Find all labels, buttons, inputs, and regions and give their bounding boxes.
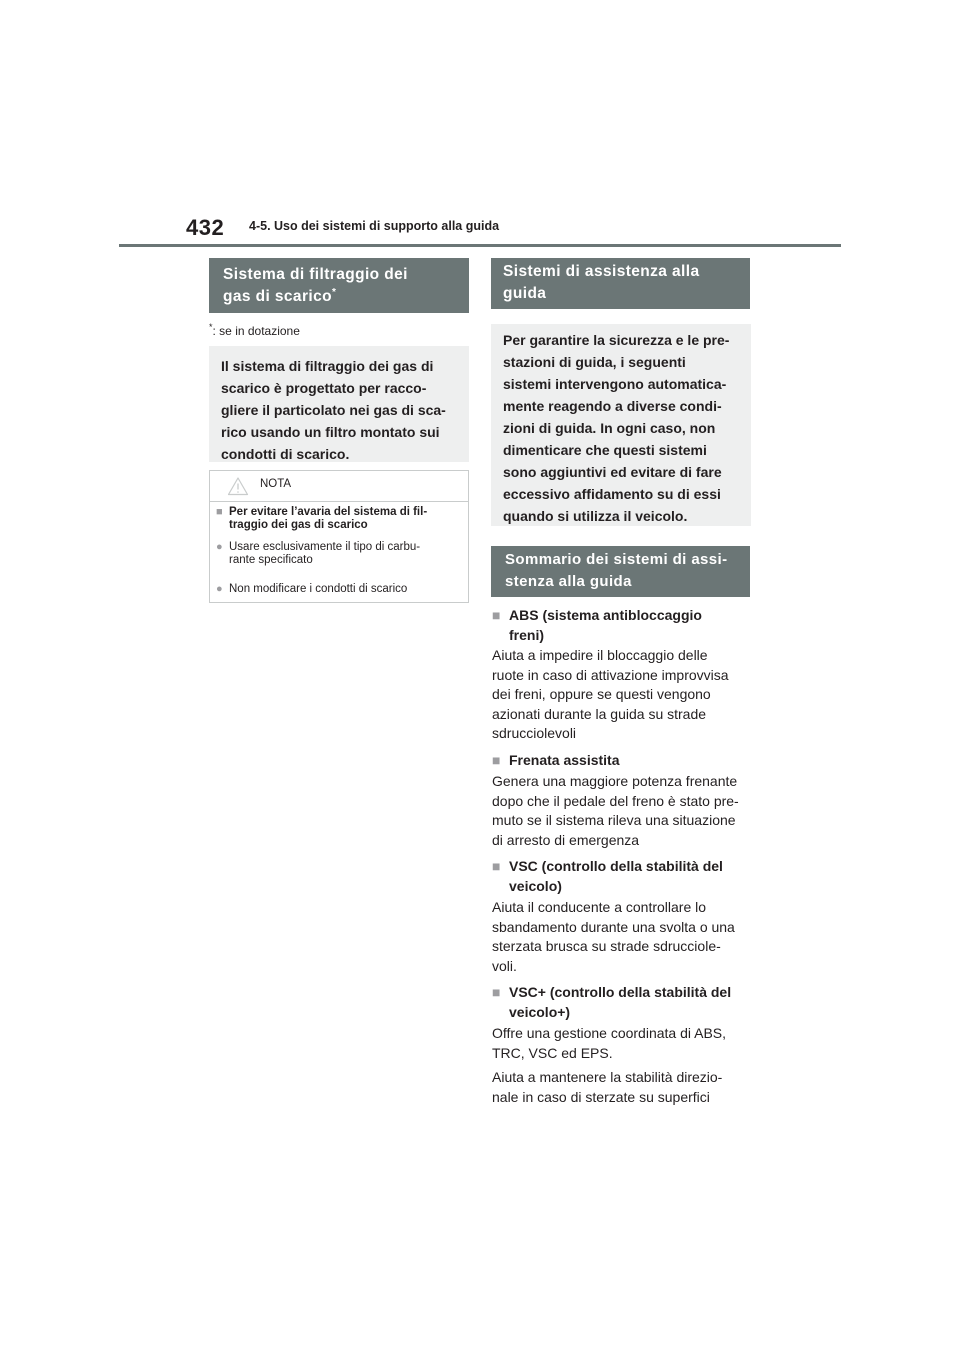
system-title-text: ABS (sistema antibloccaggio freni) — [509, 607, 702, 643]
system-description-continued: Aiuta a mantenere la stabilità direzio- nale in caso di sterzate su superfici — [492, 1069, 723, 1105]
intro-line: gliere il particolato nei gas di sca- — [221, 402, 446, 418]
intro-line: dimenticare che questi sistemi — [503, 442, 707, 458]
nota-item-text: Non modificare i condotti di scarico — [229, 583, 408, 595]
system-title-abs — [492, 605, 752, 645]
system-title-vsc-plus — [492, 982, 752, 1022]
system-description-vsc: Aiuta il conducente a controllare lo sbandamento durante una svolta o una sterzata brusca su strade sdrucciole- voli. — [492, 899, 735, 974]
nota-header — [210, 471, 468, 502]
system-title-text: VSC (controllo della stabilità del veicolo) — [509, 858, 723, 894]
nota-item — [216, 506, 462, 532]
warning-icon — [227, 476, 249, 496]
square-bullet-icon: ■ — [492, 607, 501, 623]
intro-line: mente reagendo a diverse condi- — [503, 398, 722, 414]
square-bullet-icon: ■ — [492, 984, 501, 1000]
intro-line: stazioni di guida, i seguenti — [503, 354, 686, 370]
nota-item — [216, 541, 462, 567]
heading-footnote-mark: * — [331, 286, 337, 298]
square-bullet-icon: ■ — [492, 858, 501, 874]
system-title-text: Frenata assistita — [509, 752, 620, 768]
section-title: 4-5. Uso dei sistemi di supporto alla guida — [249, 219, 500, 233]
system-title-text: VSC+ (controllo della stabilità del veicolo+) — [509, 984, 732, 1020]
nota-label: NOTA — [260, 478, 292, 490]
square-bullet-icon: ■ — [216, 506, 223, 518]
system-description-abs: Aiuta a impedire il bloccaggio delle ruote in caso di attivazione improvvisa dei freni, oppure se questi vengono azionati durante la guida su strade sdrucciolevoli — [492, 647, 729, 741]
intro-line: condotti di scarico. — [221, 446, 350, 462]
exhaust-filter-intro — [209, 346, 469, 462]
circle-bullet-icon: ● — [216, 583, 223, 595]
nota-item-text: Per evitare l’avaria del sistema di fil- traggio dei gas di scarico — [229, 506, 428, 531]
intro-line: Per garantire la sicurezza e le pre- — [503, 332, 730, 348]
intro-line: eccessivo affidamento su di essi — [503, 486, 721, 502]
header-rule — [119, 244, 841, 247]
system-title-brake-assist — [492, 750, 752, 770]
exhaust-filter-heading-line1: Sistema di filtraggio dei — [223, 266, 408, 283]
assistance-systems-heading — [491, 258, 750, 309]
intro-line: zioni di guida. In ogni caso, non — [503, 420, 716, 436]
page-number: 432 — [186, 215, 225, 240]
intro-line: sistemi intervengono automatica- — [503, 376, 727, 392]
square-bullet-icon: ■ — [492, 752, 501, 768]
nota-item — [216, 583, 462, 596]
circle-bullet-icon: ● — [216, 541, 223, 553]
summary-heading — [491, 546, 750, 597]
summary-heading-text: Sommario dei sistemi di assi- stenza alla guida — [505, 551, 728, 590]
footnote-mark: * — [209, 322, 213, 332]
exhaust-filter-heading — [209, 258, 469, 313]
nota-item-text: Usare esclusivamente il tipo di carbu- rante specificato — [229, 541, 421, 566]
nota-box — [209, 470, 469, 603]
footnote — [209, 324, 300, 338]
intro-line: rico usando un filtro montato sui — [221, 424, 440, 440]
intro-line: Il sistema di filtraggio dei gas di — [221, 358, 434, 374]
exhaust-filter-heading-line2-wrap — [223, 286, 455, 308]
assistance-systems-heading-text: Sistemi di assistenza alla guida — [503, 263, 700, 302]
intro-line: sono aggiuntivi ed evitare di fare — [503, 464, 722, 480]
exhaust-filter-heading-line2: gas di scarico — [223, 288, 332, 305]
intro-line: quando si utilizza il veicolo. — [503, 508, 688, 524]
system-description-vsc-plus: Offre una gestione coordinata di ABS, TRC, VSC ed EPS. — [492, 1025, 727, 1061]
assistance-intro — [491, 324, 751, 526]
intro-line: scarico è progettato per racco- — [221, 380, 427, 396]
system-title-vsc — [492, 856, 752, 896]
system-description-brake-assist: Genera una maggiore potenza frenante dopo che il pedale del freno è stato pre- muto se il sistema rileva una situazione di arresto di emergenza — [492, 773, 739, 848]
footnote-text: : se in dotazione — [212, 324, 300, 338]
